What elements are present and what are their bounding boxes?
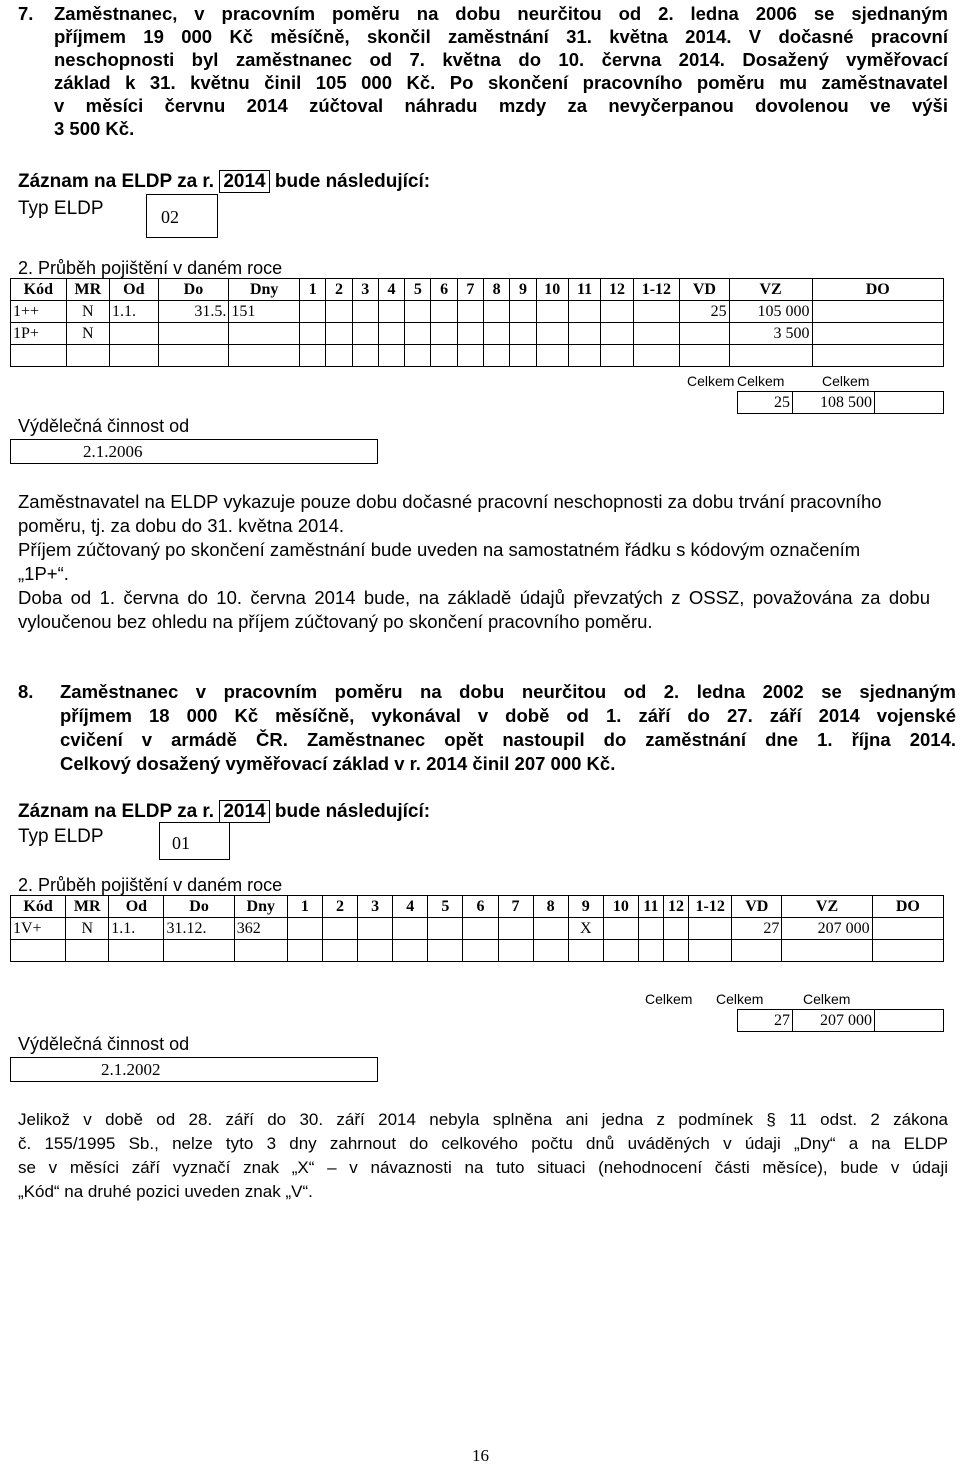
section-title: 2. Průběh pojištění v daném roce xyxy=(18,875,283,895)
column-header: Dny xyxy=(229,279,300,301)
insurance-table xyxy=(10,895,944,962)
earning-activity-box xyxy=(10,439,378,464)
column-header: 8 xyxy=(484,279,510,301)
column-header: 7 xyxy=(457,279,483,301)
table-cell xyxy=(533,918,568,940)
table-cell xyxy=(322,918,357,940)
text-line: Celkový dosažený vyměřovací základ v r. 2014 činil 207 000 Kč. xyxy=(60,753,616,774)
table-cell xyxy=(229,345,300,367)
table-row xyxy=(11,345,944,367)
table-cell xyxy=(782,940,872,962)
total-do xyxy=(875,1010,944,1032)
column-header: 5 xyxy=(428,896,463,918)
table-cell xyxy=(603,918,638,940)
table-cell xyxy=(11,345,67,367)
table-cell xyxy=(352,345,378,367)
column-header: 5 xyxy=(405,279,431,301)
table-cell xyxy=(680,323,730,345)
total-label: Celkem xyxy=(803,991,851,1007)
eldp-type-label: Typ ELDP xyxy=(18,826,104,847)
text-line: 3 500 Kč. xyxy=(54,118,135,139)
table-cell xyxy=(536,323,568,345)
eldp-type-label: Typ ELDP xyxy=(18,198,104,219)
column-header: 8 xyxy=(533,896,568,918)
column-header: 2 xyxy=(322,896,357,918)
total-vd: 25 xyxy=(738,392,793,414)
table-cell xyxy=(601,301,633,323)
table-cell: 362 xyxy=(234,918,287,940)
table-cell xyxy=(732,940,782,962)
total-vz: 108 500 xyxy=(793,392,875,414)
table-cell xyxy=(568,345,600,367)
example-number: 7. xyxy=(18,3,34,24)
table-cell xyxy=(405,345,431,367)
table-cell: 105 000 xyxy=(729,301,812,323)
column-header: 4 xyxy=(378,279,404,301)
column-header: 3 xyxy=(358,896,393,918)
record-label-suffix: bude následující: xyxy=(274,171,431,192)
example-7-text xyxy=(54,2,948,140)
table-cell xyxy=(431,301,457,323)
table-cell xyxy=(358,918,393,940)
column-header: 12 xyxy=(601,279,633,301)
table-cell xyxy=(352,301,378,323)
column-header: Do xyxy=(158,279,229,301)
table-cell: 31.12. xyxy=(164,918,234,940)
table-cell xyxy=(680,345,730,367)
table-cell xyxy=(463,918,498,940)
column-header: Do xyxy=(164,896,234,918)
table-cell xyxy=(633,345,679,367)
table-cell xyxy=(463,940,498,962)
column-header: 12 xyxy=(664,896,689,918)
note-line: Příjem zúčtovaný po skončení zaměstnání bude uveden na samostatném řádku s kódovým označením xyxy=(18,539,861,560)
text-line: příjmem 18 000 Kč měsíčně, vykonával v době od 1. září do 27. září 2014 vojenské xyxy=(60,705,956,726)
table-cell xyxy=(158,345,229,367)
column-header: 10 xyxy=(536,279,568,301)
table-cell xyxy=(812,323,944,345)
table-cell xyxy=(405,301,431,323)
column-header: VD xyxy=(680,279,730,301)
column-header: DO xyxy=(872,896,943,918)
table-cell xyxy=(603,940,638,962)
table-row xyxy=(11,918,944,940)
column-header: 6 xyxy=(431,279,457,301)
note-line: poměru, tj. za dobu do 31. května 2014. xyxy=(18,515,345,536)
note-line: č. 155/1995 Sb., nelze tyto 3 dny zahrnout do celkového počtu dnů uváděných v údaji „Dny“ a na ELDP xyxy=(18,1134,948,1153)
table-cell xyxy=(601,323,633,345)
column-header: 1-12 xyxy=(633,279,679,301)
column-header: 4 xyxy=(393,896,428,918)
table-cell xyxy=(393,940,428,962)
table-cell xyxy=(428,918,463,940)
record-year: 2014 xyxy=(219,800,269,823)
table-cell xyxy=(536,345,568,367)
column-header: 9 xyxy=(568,896,603,918)
column-header: MR xyxy=(66,896,109,918)
column-header: Dny xyxy=(234,896,287,918)
note-line: se v měsíci září vyznačí znak „X“ – v návaznosti na tuto situaci (nehodnocení části měsíce), bude v údaji xyxy=(18,1158,948,1177)
column-header: VZ xyxy=(729,279,812,301)
column-header: 1 xyxy=(300,279,326,301)
column-header: VZ xyxy=(782,896,872,918)
text-line: cvičení v armádě ČR. Zaměstnanec opět nastoupil do zaměstnání dne 1. října 2014. xyxy=(60,729,956,750)
note-line: Doba od 1. června do 10. června 2014 bude, na základě údajů převzatých z OSSZ, považována za dobu xyxy=(18,587,930,608)
earning-activity-value: 2.1.2002 xyxy=(101,1060,161,1079)
example-number: 8. xyxy=(18,681,34,702)
text-line: Zaměstnanec v pracovním poměru na dobu neurčitou od 2. ledna 2002 se sjednaným xyxy=(60,681,956,702)
table-cell: X xyxy=(568,918,603,940)
eldp-record-heading xyxy=(18,801,430,823)
table-cell xyxy=(664,918,689,940)
table-cell: 3 500 xyxy=(729,323,812,345)
table-cell: 1V+ xyxy=(11,918,66,940)
table-cell xyxy=(812,345,944,367)
table-cell xyxy=(164,940,234,962)
text-line: Zaměstnanec, v pracovním poměru na dobu neurčitou od 2. ledna 2006 se sjednaným xyxy=(54,3,948,24)
column-header: 2 xyxy=(326,279,352,301)
table-cell xyxy=(872,918,943,940)
totals-row xyxy=(738,392,944,414)
record-label: Záznam na ELDP za r. xyxy=(18,801,215,822)
table-cell xyxy=(431,323,457,345)
note-line: „1P+“. xyxy=(18,563,69,584)
table-cell: 1.1. xyxy=(109,918,164,940)
example-7-notes xyxy=(18,490,930,634)
table-cell xyxy=(428,940,463,962)
column-header: Kód xyxy=(11,279,67,301)
text-line: příjmem 19 000 Kč měsíčně, skončil zaměstnání 31. května 2014. V dočasné pracovní xyxy=(54,26,948,47)
table-cell xyxy=(234,940,287,962)
table-cell xyxy=(872,940,943,962)
table-cell xyxy=(812,301,944,323)
total-vd: 27 xyxy=(738,1010,793,1032)
table-row xyxy=(11,940,944,962)
table-cell xyxy=(322,940,357,962)
table-cell xyxy=(393,918,428,940)
text-line: v měsíci červnu 2014 zúčtoval náhradu mzdy za nevyčerpanou dovolenou ve výši xyxy=(54,95,948,116)
table-cell xyxy=(326,323,352,345)
table-cell: 25 xyxy=(680,301,730,323)
column-header: Od xyxy=(110,279,159,301)
table-cell xyxy=(110,345,159,367)
table-cell xyxy=(457,345,483,367)
column-header: MR xyxy=(66,279,109,301)
note-line: Zaměstnavatel na ELDP vykazuje pouze dobu dočasné pracovní neschopnosti za dobu trvání pracovního xyxy=(18,491,882,512)
earning-activity-box xyxy=(10,1057,378,1082)
table-cell xyxy=(729,345,812,367)
total-do xyxy=(875,392,944,414)
table-cell: N xyxy=(66,301,109,323)
table-row xyxy=(11,301,944,323)
table-cell xyxy=(431,345,457,367)
total-label: Celkem xyxy=(687,373,735,389)
column-header: 1-12 xyxy=(689,896,732,918)
table-cell xyxy=(664,940,689,962)
table-cell xyxy=(110,323,159,345)
table-cell xyxy=(66,940,109,962)
table-cell xyxy=(326,345,352,367)
example-8-text xyxy=(60,680,956,776)
table-cell xyxy=(689,940,732,962)
column-header: DO xyxy=(812,279,944,301)
table-cell xyxy=(510,323,536,345)
table-cell: 1P+ xyxy=(11,323,67,345)
earning-activity-label: Výdělečná činnost od xyxy=(18,1034,190,1054)
table-cell xyxy=(498,940,533,962)
table-cell xyxy=(158,323,229,345)
table-cell: N xyxy=(66,323,109,345)
table-cell xyxy=(457,301,483,323)
table-cell xyxy=(484,301,510,323)
total-label: Celkem xyxy=(716,991,764,1007)
table-cell: 207 000 xyxy=(782,918,872,940)
table-cell xyxy=(568,323,600,345)
page-number: 16 xyxy=(472,1446,489,1465)
earning-activity-value: 2.1.2006 xyxy=(83,442,143,461)
table-cell xyxy=(300,323,326,345)
eldp-type-box xyxy=(159,822,230,860)
table-cell xyxy=(638,918,663,940)
text-line: neschopnosti byl zaměstnanec od 7. května do 10. června 2014. Dosažený vyměřovací xyxy=(54,49,948,70)
total-label: Celkem xyxy=(737,373,785,389)
column-header: Od xyxy=(109,896,164,918)
table-cell xyxy=(638,940,663,962)
table-cell: 151 xyxy=(229,301,300,323)
table-cell xyxy=(633,323,679,345)
totals-row xyxy=(738,1010,944,1032)
column-header: Kód xyxy=(11,896,66,918)
table-cell xyxy=(405,323,431,345)
column-header: 10 xyxy=(603,896,638,918)
table-cell: 31.5. xyxy=(158,301,229,323)
table-cell: 27 xyxy=(732,918,782,940)
table-cell xyxy=(498,918,533,940)
table-cell xyxy=(484,345,510,367)
totals-table xyxy=(737,1009,944,1032)
column-header: 6 xyxy=(463,896,498,918)
note-line: vyloučenou bez ohledu na příjem zúčtovaný po skončení pracovního poměru. xyxy=(18,611,653,632)
table-cell xyxy=(378,345,404,367)
text-line: základ k 31. květnu činil 105 000 Kč. Po skončení pracovního poměru mu zaměstnavatel xyxy=(54,72,948,93)
totals-table xyxy=(737,391,944,414)
table-cell xyxy=(568,940,603,962)
table-cell xyxy=(378,301,404,323)
table-header-row xyxy=(11,279,944,301)
table-cell xyxy=(533,940,568,962)
eldp-type-value: 01 xyxy=(172,833,190,853)
table-cell xyxy=(300,301,326,323)
column-header: 11 xyxy=(638,896,663,918)
column-header: 1 xyxy=(287,896,322,918)
column-header: VD xyxy=(732,896,782,918)
table-cell xyxy=(66,345,109,367)
table-cell: 1++ xyxy=(11,301,67,323)
record-label: Záznam na ELDP za r. xyxy=(18,171,215,192)
eldp-record-heading xyxy=(18,171,430,193)
table-cell: 1.1. xyxy=(110,301,159,323)
example-8-notes xyxy=(18,1108,948,1204)
table-cell xyxy=(689,918,732,940)
table-cell xyxy=(109,940,164,962)
table-cell xyxy=(510,345,536,367)
column-header: 3 xyxy=(352,279,378,301)
earning-activity-label: Výdělečná činnost od xyxy=(18,416,190,436)
total-label: Celkem xyxy=(645,991,693,1007)
table-cell xyxy=(510,301,536,323)
table-cell xyxy=(358,940,393,962)
table-cell xyxy=(568,301,600,323)
table-cell xyxy=(287,940,322,962)
record-label-suffix: bude následující: xyxy=(274,801,431,822)
column-header: 9 xyxy=(510,279,536,301)
section-title: 2. Průběh pojištění v daném roce xyxy=(18,258,283,278)
eldp-type-box xyxy=(146,194,218,238)
table-cell xyxy=(229,323,300,345)
column-header: 7 xyxy=(498,896,533,918)
insurance-table xyxy=(10,278,944,367)
table-cell xyxy=(457,323,483,345)
table-cell xyxy=(300,345,326,367)
table-cell xyxy=(484,323,510,345)
total-label: Celkem xyxy=(822,373,870,389)
eldp-type-value: 02 xyxy=(161,207,179,227)
total-vz: 207 000 xyxy=(793,1010,875,1032)
table-row xyxy=(11,323,944,345)
table-header-row xyxy=(11,896,944,918)
table-cell xyxy=(11,940,66,962)
table-cell xyxy=(633,301,679,323)
table-cell xyxy=(601,345,633,367)
table-cell xyxy=(352,323,378,345)
note-line: Jelikož v době od 28. září do 30. září 2014 nebyla splněna ani jedna z podmínek § 11 odst. 2 zákona xyxy=(18,1110,948,1129)
table-cell xyxy=(287,918,322,940)
table-cell xyxy=(536,301,568,323)
column-header: 11 xyxy=(568,279,600,301)
table-cell: N xyxy=(66,918,109,940)
table-cell xyxy=(326,301,352,323)
record-year: 2014 xyxy=(219,170,269,193)
note-line: „Kód“ na druhé pozici uveden znak „V“. xyxy=(18,1182,313,1201)
table-cell xyxy=(378,323,404,345)
